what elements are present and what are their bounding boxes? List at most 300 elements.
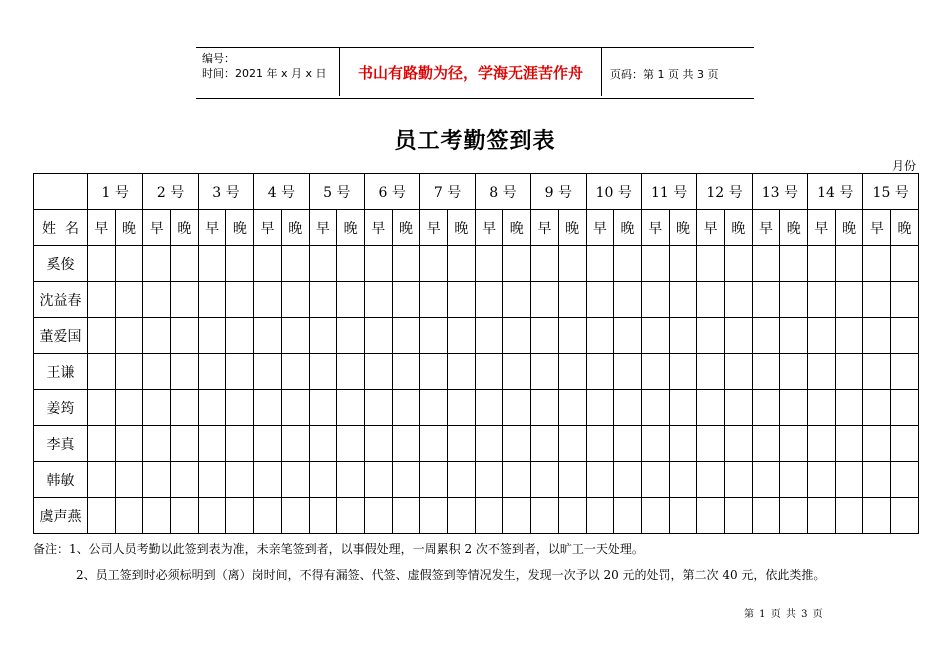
sign-cell[interactable] [143,390,171,426]
sign-cell[interactable] [281,390,309,426]
sign-cell[interactable] [309,462,337,498]
day-header: 10 号 [586,174,641,210]
sign-cell[interactable] [392,390,420,426]
sign-cell[interactable] [697,318,725,354]
attendance-table [33,173,919,534]
note-line-2: 2、员工签到时必须标明到（离）岗时间，不得有漏签、代签、虚假签到等情况发生，发现一次予以 20 元的处罚，第二次 40 元，依此类推。 [76,568,826,582]
sign-cell[interactable] [281,318,309,354]
sign-cell[interactable] [614,462,642,498]
sign-cell[interactable] [420,282,448,318]
sign-cell[interactable] [503,462,531,498]
employee-name: 韩敏 [34,462,88,498]
sign-cell[interactable] [780,462,808,498]
sign-cell[interactable] [171,318,199,354]
sign-cell[interactable] [835,498,863,534]
sign-cell[interactable] [392,318,420,354]
sign-cell[interactable] [143,462,171,498]
sign-cell[interactable] [724,318,752,354]
sign-cell[interactable] [115,426,143,462]
sign-cell[interactable] [641,282,669,318]
morning-header: 早 [254,210,282,246]
sign-cell[interactable] [752,426,780,462]
sign-cell[interactable] [808,354,836,390]
morning-header: 早 [697,210,725,246]
sign-cell[interactable] [115,318,143,354]
sign-cell[interactable] [281,282,309,318]
sign-cell[interactable] [641,390,669,426]
sign-cell[interactable] [863,426,891,462]
sign-cell[interactable] [254,498,282,534]
day-header: 6 号 [364,174,419,210]
sign-cell[interactable] [531,462,559,498]
sign-cell[interactable] [641,246,669,282]
sign-cell[interactable] [780,390,808,426]
day-header: 5 号 [309,174,364,210]
sign-cell[interactable] [448,498,476,534]
morning-header: 早 [364,210,392,246]
sign-cell[interactable] [254,426,282,462]
sign-cell[interactable] [835,426,863,462]
sign-cell[interactable] [198,498,226,534]
evening-header: 晚 [891,210,919,246]
sign-cell[interactable] [115,282,143,318]
sign-cell[interactable] [641,426,669,462]
sign-cell[interactable] [198,282,226,318]
sign-cell[interactable] [171,354,199,390]
sign-cell[interactable] [364,390,392,426]
sign-cell[interactable] [697,498,725,534]
sign-cell[interactable] [724,498,752,534]
sign-cell[interactable] [586,246,614,282]
sign-cell[interactable] [780,498,808,534]
sign-cell[interactable] [475,462,503,498]
sign-cell[interactable] [309,282,337,318]
sign-cell[interactable] [115,390,143,426]
sign-cell[interactable] [226,246,254,282]
month-label: 月份 [892,159,917,173]
sign-cell[interactable] [448,462,476,498]
sign-cell[interactable] [281,462,309,498]
sign-cell[interactable] [309,318,337,354]
day-header: 11 号 [641,174,696,210]
sign-cell[interactable] [254,246,282,282]
sign-cell[interactable] [115,462,143,498]
table-row [34,282,919,318]
sign-cell[interactable] [88,462,116,498]
sign-cell[interactable] [531,390,559,426]
sign-cell[interactable] [198,354,226,390]
sign-cell[interactable] [669,246,697,282]
morning-header: 早 [531,210,559,246]
sign-cell[interactable] [337,282,365,318]
sign-cell[interactable] [835,354,863,390]
evening-header: 晚 [669,210,697,246]
sign-cell[interactable] [309,498,337,534]
sign-cell[interactable] [586,282,614,318]
sign-cell[interactable] [724,246,752,282]
sign-cell[interactable] [586,498,614,534]
sign-cell[interactable] [503,282,531,318]
sign-cell[interactable] [448,282,476,318]
sign-cell[interactable] [780,354,808,390]
sign-cell[interactable] [448,318,476,354]
employee-name: 奚俊 [34,246,88,282]
code-label: 编号： [202,52,235,65]
sign-cell[interactable] [780,318,808,354]
sign-cell[interactable] [641,498,669,534]
sign-cell[interactable] [697,354,725,390]
day-header: 14 号 [808,174,863,210]
sign-cell[interactable] [752,462,780,498]
sign-cell[interactable] [392,498,420,534]
sign-cell[interactable] [724,390,752,426]
sign-cell[interactable] [88,390,116,426]
sign-cell[interactable] [891,354,919,390]
sign-cell[interactable] [863,390,891,426]
sign-cell[interactable] [503,390,531,426]
sign-cell[interactable] [171,426,199,462]
sign-cell[interactable] [392,246,420,282]
sign-cell[interactable] [143,498,171,534]
sign-cell[interactable] [226,426,254,462]
sign-cell[interactable] [392,462,420,498]
sign-cell[interactable] [558,318,586,354]
employee-name: 王谦 [34,354,88,390]
sign-cell[interactable] [143,246,171,282]
sign-cell[interactable] [226,498,254,534]
sign-cell[interactable] [88,354,116,390]
month-field [826,157,916,174]
table-row [34,498,919,534]
sign-cell[interactable] [531,246,559,282]
sign-cell[interactable] [448,354,476,390]
sign-cell[interactable] [475,246,503,282]
table-row [34,390,919,426]
sign-cell[interactable] [309,246,337,282]
sign-cell[interactable] [724,282,752,318]
sign-cell[interactable] [891,390,919,426]
sign-cell[interactable] [392,354,420,390]
sign-cell[interactable] [531,354,559,390]
sign-cell[interactable] [558,282,586,318]
sign-cell[interactable] [198,390,226,426]
sign-cell[interactable] [171,498,199,534]
sign-cell[interactable] [724,426,752,462]
sign-cell[interactable] [420,354,448,390]
sign-cell[interactable] [669,390,697,426]
sign-cell[interactable] [364,246,392,282]
sign-cell[interactable] [808,498,836,534]
sign-cell[interactable] [88,498,116,534]
sign-cell[interactable] [614,282,642,318]
page-footer: 第 1 页 共 3 页 [744,609,824,620]
sign-cell[interactable] [641,354,669,390]
sign-cell[interactable] [475,318,503,354]
sign-cell[interactable] [891,462,919,498]
sign-cell[interactable] [808,282,836,318]
sign-cell[interactable] [475,354,503,390]
sign-cell[interactable] [531,426,559,462]
day-header: 13 号 [752,174,807,210]
sign-cell[interactable] [531,282,559,318]
sign-cell[interactable] [752,318,780,354]
evening-header: 晚 [337,210,365,246]
sign-cell[interactable] [281,426,309,462]
sign-cell[interactable] [891,426,919,462]
morning-header: 早 [752,210,780,246]
sign-cell[interactable] [420,498,448,534]
employee-name: 沈益春 [34,282,88,318]
sign-cell[interactable] [697,390,725,426]
sign-cell[interactable] [641,462,669,498]
sign-cell[interactable] [226,282,254,318]
sign-cell[interactable] [226,390,254,426]
sign-cell[interactable] [364,462,392,498]
sign-cell[interactable] [198,462,226,498]
table-row [34,318,919,354]
sign-cell[interactable] [337,426,365,462]
sign-cell[interactable] [448,246,476,282]
day-header: 9 号 [531,174,586,210]
sign-cell[interactable] [891,282,919,318]
sign-cell[interactable] [281,498,309,534]
sign-cell[interactable] [337,318,365,354]
sign-cell[interactable] [752,282,780,318]
header-left [202,51,327,81]
sign-cell[interactable] [863,318,891,354]
sign-cell[interactable] [254,390,282,426]
sign-cell[interactable] [531,498,559,534]
sign-cell[interactable] [364,282,392,318]
sign-cell[interactable] [614,390,642,426]
sign-cell[interactable] [503,426,531,462]
sign-cell[interactable] [752,390,780,426]
employee-name: 董爱国 [34,318,88,354]
day-header: 1 号 [88,174,143,210]
sign-cell[interactable] [226,354,254,390]
sign-cell[interactable] [531,318,559,354]
sign-cell[interactable] [420,426,448,462]
day-header: 2 号 [143,174,198,210]
sign-cell[interactable] [143,426,171,462]
name-header: 姓 名 [34,210,88,246]
sign-cell[interactable] [392,282,420,318]
sign-cell[interactable] [780,282,808,318]
sign-cell[interactable] [586,354,614,390]
employee-name: 姜筠 [34,390,88,426]
sign-cell[interactable] [835,318,863,354]
sign-cell[interactable] [697,462,725,498]
sign-cell[interactable] [171,246,199,282]
morning-header: 早 [198,210,226,246]
sign-cell[interactable] [420,318,448,354]
evening-header: 晚 [171,210,199,246]
sign-cell[interactable] [863,462,891,498]
sign-cell[interactable] [88,282,116,318]
sign-cell[interactable] [808,390,836,426]
sign-cell[interactable] [891,246,919,282]
sign-cell[interactable] [475,426,503,462]
sign-cell[interactable] [614,426,642,462]
sign-cell[interactable] [143,318,171,354]
sign-cell[interactable] [808,426,836,462]
table-row [34,246,919,282]
day-header-row [34,174,919,210]
day-header: 7 号 [420,174,475,210]
sign-cell[interactable] [558,462,586,498]
sign-cell[interactable] [503,318,531,354]
sign-cell[interactable] [254,282,282,318]
table-row [34,462,919,498]
sign-cell[interactable] [614,246,642,282]
sign-cell[interactable] [198,246,226,282]
sign-cell[interactable] [586,390,614,426]
sign-cell[interactable] [863,498,891,534]
sign-cell[interactable] [697,426,725,462]
sign-cell[interactable] [586,462,614,498]
sign-cell[interactable] [614,498,642,534]
sign-cell[interactable] [558,246,586,282]
sign-cell[interactable] [641,318,669,354]
sign-cell[interactable] [586,318,614,354]
sign-cell[interactable] [281,246,309,282]
sign-cell[interactable] [475,282,503,318]
page-title: 员工考勤签到表 [394,129,556,154]
evening-header: 晚 [558,210,586,246]
sign-cell[interactable] [420,246,448,282]
evening-header: 晚 [724,210,752,246]
sign-cell[interactable] [863,354,891,390]
sign-cell[interactable] [337,462,365,498]
sign-cell[interactable] [115,246,143,282]
sign-cell[interactable] [752,354,780,390]
sign-cell[interactable] [420,390,448,426]
sign-cell[interactable] [835,390,863,426]
sign-cell[interactable] [337,390,365,426]
sign-cell[interactable] [669,354,697,390]
sign-cell[interactable] [669,318,697,354]
sign-cell[interactable] [226,462,254,498]
sign-cell[interactable] [863,246,891,282]
sign-cell[interactable] [88,246,116,282]
sign-cell[interactable] [614,354,642,390]
sign-cell[interactable] [780,426,808,462]
morning-header: 早 [475,210,503,246]
sign-cell[interactable] [835,462,863,498]
sign-cell[interactable] [171,462,199,498]
sign-cell[interactable] [752,498,780,534]
sign-cell[interactable] [171,282,199,318]
sign-cell[interactable] [752,246,780,282]
sign-cell[interactable] [835,282,863,318]
evening-header: 晚 [115,210,143,246]
sign-cell[interactable] [337,246,365,282]
sign-cell[interactable] [808,318,836,354]
sign-cell[interactable] [309,354,337,390]
sign-cell[interactable] [780,246,808,282]
sign-cell[interactable] [143,354,171,390]
sign-cell[interactable] [115,354,143,390]
morning-header: 早 [143,210,171,246]
sign-cell[interactable] [558,426,586,462]
sign-cell[interactable] [475,498,503,534]
sign-cell[interactable] [448,426,476,462]
sign-cell[interactable] [198,318,226,354]
sign-cell[interactable] [88,318,116,354]
sign-cell[interactable] [171,390,199,426]
sign-cell[interactable] [724,462,752,498]
employee-name: 李真 [34,426,88,462]
morning-header: 早 [641,210,669,246]
evening-header: 晚 [503,210,531,246]
sign-cell[interactable] [254,354,282,390]
sign-cell[interactable] [309,426,337,462]
sign-cell[interactable] [808,246,836,282]
sign-cell[interactable] [226,318,254,354]
sign-cell[interactable] [669,462,697,498]
sign-cell[interactable] [558,390,586,426]
sign-cell[interactable] [420,462,448,498]
sign-cell[interactable] [614,318,642,354]
sign-cell[interactable] [891,498,919,534]
sign-cell[interactable] [558,354,586,390]
sign-cell[interactable] [88,426,116,462]
sign-cell[interactable] [669,498,697,534]
evening-header: 晚 [392,210,420,246]
sign-cell[interactable] [503,246,531,282]
sign-cell[interactable] [364,426,392,462]
sign-cell[interactable] [669,282,697,318]
corner-cell [34,174,88,210]
sign-cell[interactable] [364,318,392,354]
sign-cell[interactable] [309,390,337,426]
sign-cell[interactable] [392,426,420,462]
sign-cell[interactable] [503,498,531,534]
sign-cell[interactable] [254,318,282,354]
sign-cell[interactable] [475,390,503,426]
sign-cell[interactable] [586,426,614,462]
morning-header: 早 [309,210,337,246]
sign-cell[interactable] [364,498,392,534]
motto: 书山有路勤为径，学海无涯苦作舟 [339,48,602,96]
morning-header: 早 [586,210,614,246]
employee-name: 虞声燕 [34,498,88,534]
sign-cell[interactable] [808,462,836,498]
sign-cell[interactable] [697,282,725,318]
sign-cell[interactable] [254,462,282,498]
sign-cell[interactable] [724,354,752,390]
sign-cell[interactable] [558,498,586,534]
sign-cell[interactable] [143,282,171,318]
sign-cell[interactable] [669,426,697,462]
table-row [34,426,919,462]
morning-header: 早 [808,210,836,246]
sign-cell[interactable] [281,354,309,390]
sign-cell[interactable] [364,354,392,390]
sign-cell[interactable] [198,426,226,462]
day-header: 3 号 [198,174,253,210]
sign-cell[interactable] [337,354,365,390]
sign-cell[interactable] [891,318,919,354]
sign-cell[interactable] [697,246,725,282]
sign-cell[interactable] [863,282,891,318]
sign-cell[interactable] [835,246,863,282]
sign-cell[interactable] [448,390,476,426]
sign-cell[interactable] [115,498,143,534]
note-line-1: 备注：1、公司人员考勤以此签到表为准，未亲笔签到者，以事假处理，一周累积 2 次不签到者，以旷工一天处理。 [33,542,644,556]
sign-cell[interactable] [337,498,365,534]
sign-cell[interactable] [503,354,531,390]
